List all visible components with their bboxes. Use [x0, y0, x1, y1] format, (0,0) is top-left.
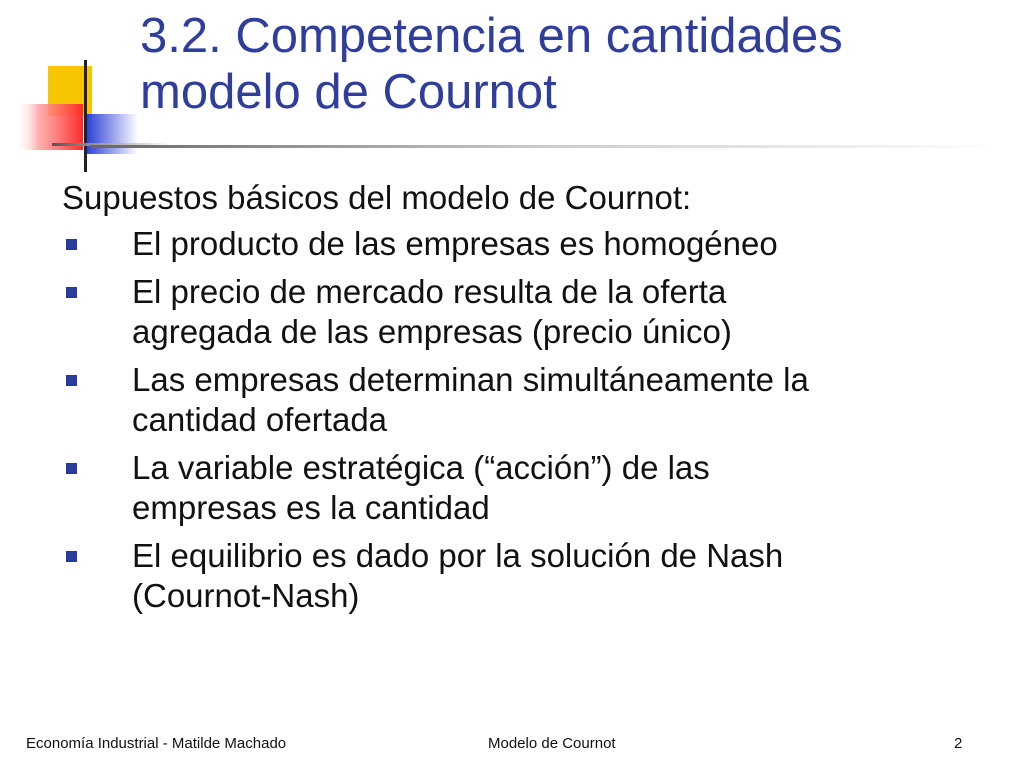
- list-item: [62, 536, 1002, 616]
- slide-title-line-2: modelo de Cournot: [140, 65, 557, 119]
- list-item-text: El precio de mercado resulta de la oferta: [132, 273, 727, 310]
- square-bullet-icon: [66, 239, 77, 250]
- footer-author: Economía Industrial - Matilde Machado: [26, 735, 287, 752]
- list-item: [62, 224, 1002, 264]
- square-bullet-icon: [66, 375, 77, 386]
- slide-title-line-1: 3.2. Competencia en cantidades: [140, 9, 843, 63]
- list-item-text: cantidad ofertada: [132, 401, 388, 438]
- list-item: [62, 448, 1002, 528]
- list-item-text: El producto de las empresas es homogéneo: [132, 225, 778, 262]
- square-bullet-icon: [66, 463, 77, 474]
- square-bullet-icon: [66, 551, 77, 562]
- list-item-text: La variable estratégica (“acción”) de las: [132, 449, 710, 486]
- slide-footer: [0, 735, 1024, 759]
- list-item-text: (Cournot-Nash): [132, 577, 360, 614]
- square-bullet-icon: [66, 287, 77, 298]
- footer-topic: Modelo de Cournot: [488, 735, 616, 752]
- intro-text: Supuestos básicos del modelo de Cournot:: [62, 179, 692, 216]
- list-item-text: agregada de las empresas (precio único): [132, 313, 732, 350]
- list-item: [62, 272, 1002, 352]
- list-item-text: empresas es la cantidad: [132, 489, 490, 526]
- list-item-text: Las empresas determinan simultáneamente la: [132, 361, 809, 398]
- list-item-text: El equilibrio es dado por la solución de Nash: [132, 537, 784, 574]
- list-item: [62, 360, 1002, 440]
- slide-body: [62, 178, 1002, 624]
- page-number: 2: [954, 735, 963, 752]
- assumptions-list: [62, 224, 1002, 616]
- slide-title: [140, 8, 1000, 120]
- title-divider: [90, 145, 1000, 148]
